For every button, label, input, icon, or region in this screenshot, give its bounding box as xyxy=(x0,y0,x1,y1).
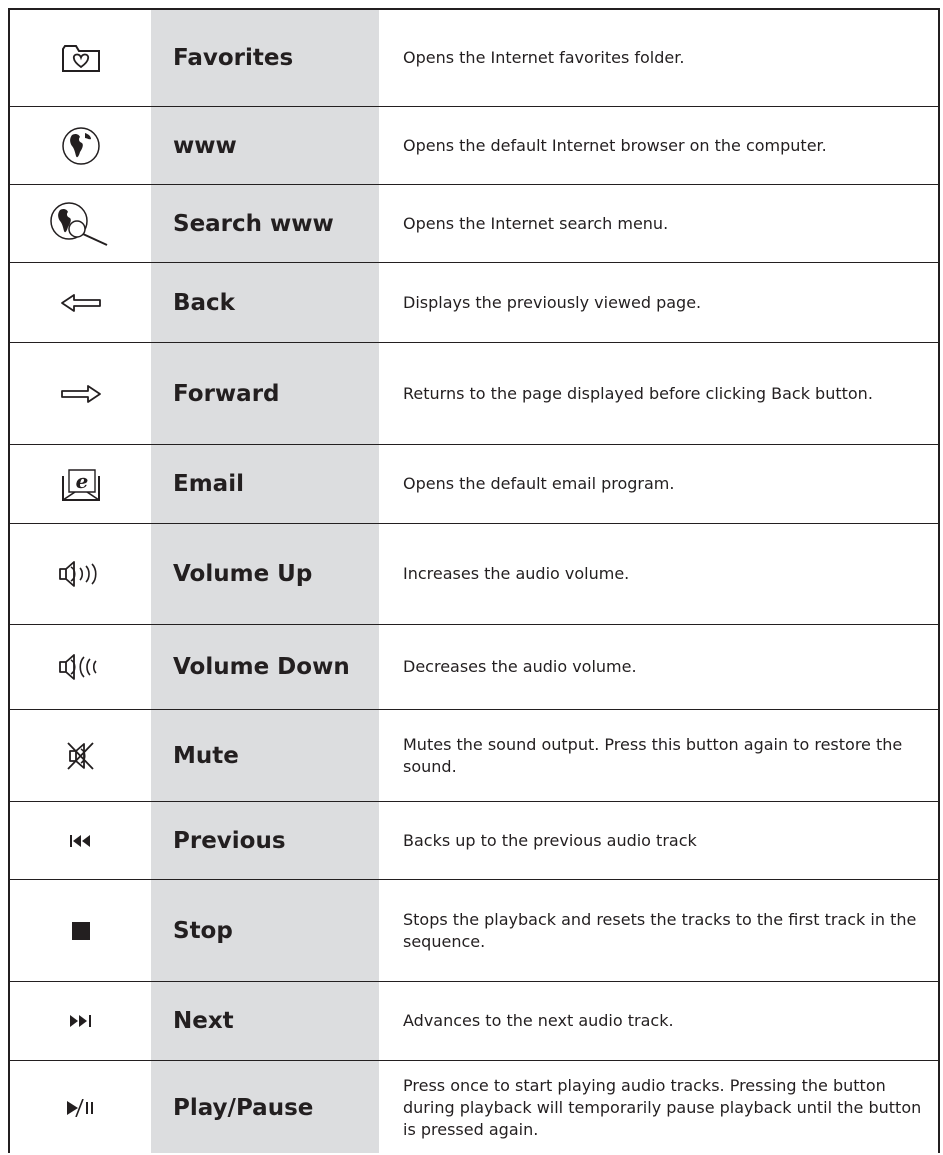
next-track-icon xyxy=(10,982,151,1060)
table-row xyxy=(10,625,938,710)
row-name: Play/Pause xyxy=(173,1095,314,1121)
globe-icon xyxy=(10,107,151,184)
stop-icon xyxy=(10,880,151,981)
svg-text:e: e xyxy=(75,469,88,493)
volume-down-icon xyxy=(10,625,151,709)
table-row xyxy=(10,10,938,107)
row-name: Volume Down xyxy=(173,654,350,680)
row-name: Back xyxy=(173,289,235,316)
row-description: Opens the default email program. xyxy=(403,474,675,493)
row-name: Volume Up xyxy=(173,561,313,587)
table-row xyxy=(10,880,938,982)
row-description: Mutes the sound output. Press this button again to restore the sound. xyxy=(403,734,903,776)
row-name: Mute xyxy=(173,742,239,769)
row-description: Increases the audio volume. xyxy=(403,564,630,583)
volume-up-icon xyxy=(10,524,151,624)
row-name: www xyxy=(173,132,237,159)
table-row xyxy=(10,524,938,625)
favorites-folder-icon xyxy=(10,10,151,106)
forward-arrow-icon xyxy=(10,343,151,444)
row-description: Opens the default Internet browser on the computer. xyxy=(403,135,827,155)
row-name: Favorites xyxy=(173,45,294,71)
row-description: Advances to the next audio track. xyxy=(403,1011,674,1030)
row-name: Search www xyxy=(173,210,334,237)
row-name: Next xyxy=(173,1008,234,1034)
globe-search-icon xyxy=(10,185,151,262)
row-name: Email xyxy=(173,471,244,497)
mute-icon xyxy=(10,710,151,801)
row-description: Backs up to the previous audio track xyxy=(403,830,697,850)
table-row xyxy=(10,710,938,802)
table-row xyxy=(10,107,938,185)
table-row xyxy=(10,1061,938,1155)
row-name: Stop xyxy=(173,917,233,944)
table-row xyxy=(10,343,938,445)
table-row xyxy=(10,185,938,263)
row-description: Displays the previously viewed page. xyxy=(403,292,702,312)
row-description: Decreases the audio volume. xyxy=(403,657,637,676)
table-row xyxy=(10,802,938,880)
row-description: Opens the Internet favorites folder. xyxy=(403,48,685,67)
play-pause-icon xyxy=(10,1061,151,1155)
previous-track-icon xyxy=(10,802,151,879)
row-description: Press once to start playing audio tracks. Pressing the button during playback will temporarily pause playback until the button is pressed again. xyxy=(403,1076,922,1139)
table-row xyxy=(10,263,938,343)
row-name: Previous xyxy=(173,827,286,854)
row-description: Returns to the page displayed before clicking Back button. xyxy=(403,383,873,403)
table-row xyxy=(10,445,938,524)
email-icon xyxy=(10,445,151,523)
row-description: Stops the playback and resets the tracks to the first track in the sequence. xyxy=(403,909,917,951)
table-row xyxy=(10,982,938,1061)
hotkey-table xyxy=(8,8,940,1153)
back-arrow-icon xyxy=(10,263,151,342)
row-name: Forward xyxy=(173,380,280,407)
row-description: Opens the Internet search menu. xyxy=(403,213,669,233)
